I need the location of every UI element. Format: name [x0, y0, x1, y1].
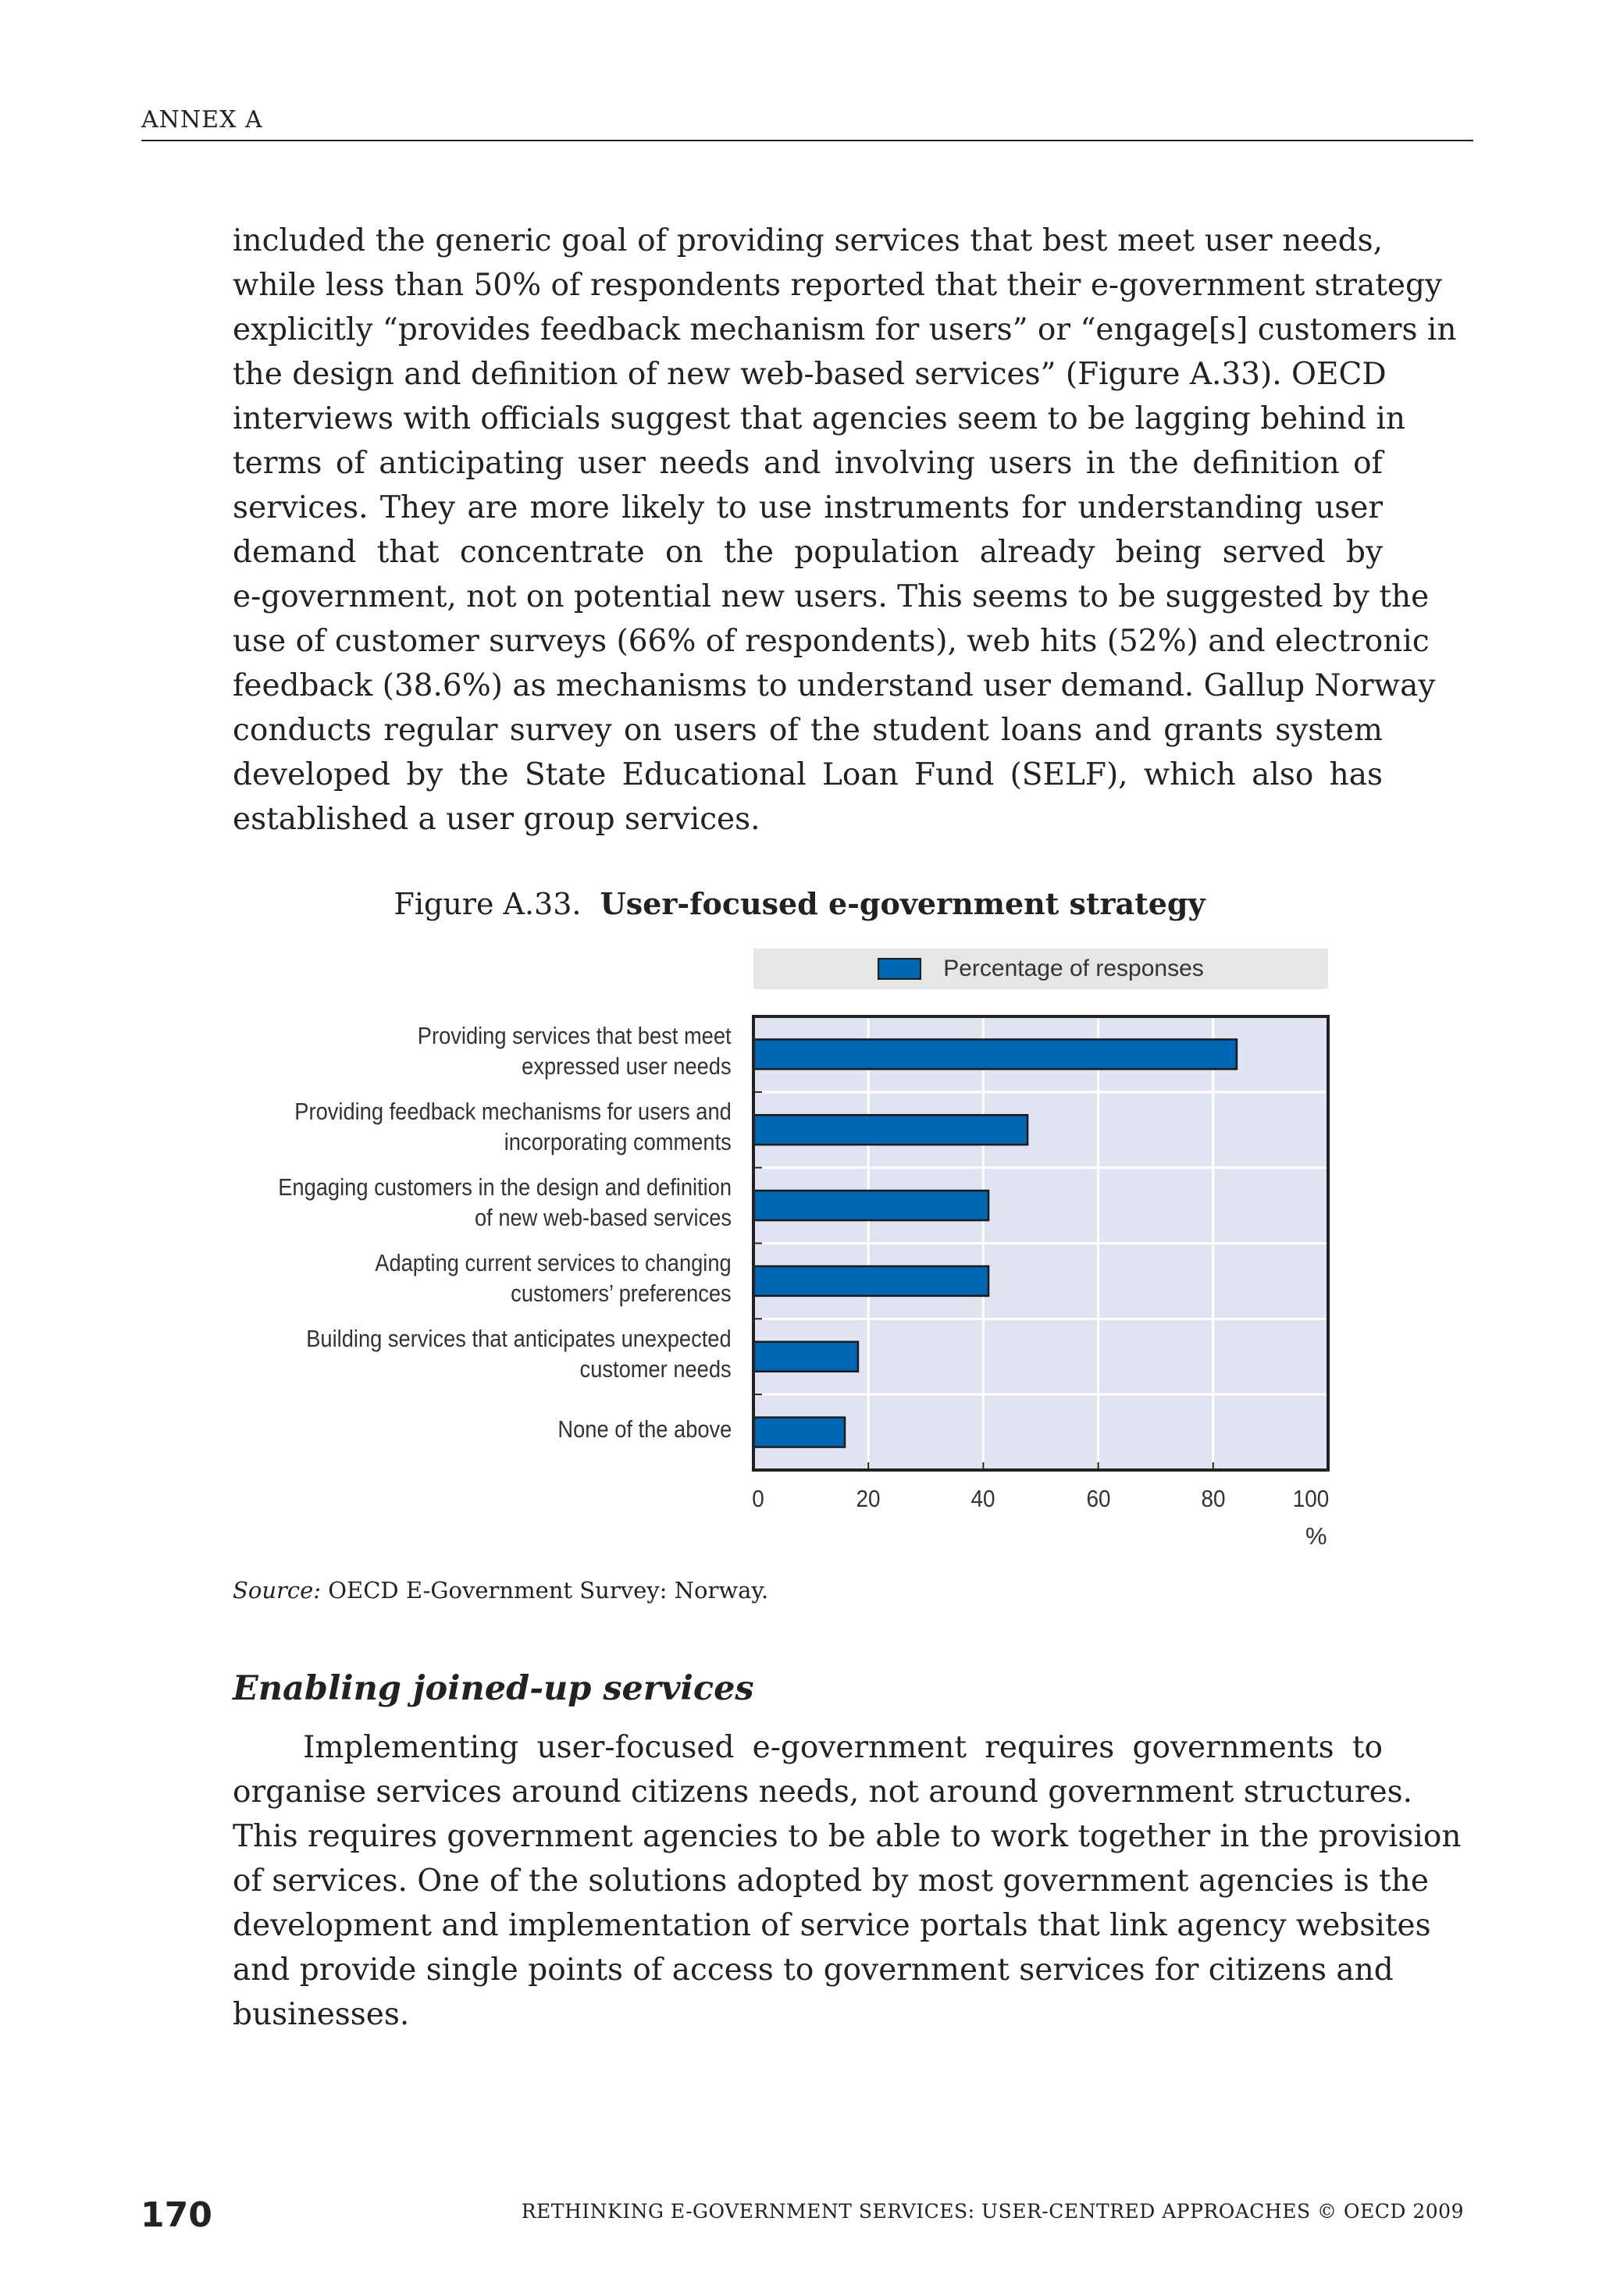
text-line: services. They are more likely to use instruments for understanding user: [233, 490, 1383, 525]
text-line: terms of anticipating user needs and involving users in the definition of: [233, 446, 1383, 481]
category-label-line: incorporating comments: [504, 1128, 732, 1156]
text-line: demand that concentrate on the population already being served by: [233, 535, 1383, 570]
footer-publication: RETHINKING E-GOVERNMENT SERVICES: USER-CENTRED APPROACHES © OECD 2009: [521, 2200, 1464, 2223]
text-line: interviews with officials suggest that agencies seem to be lagging behind in: [233, 401, 1405, 436]
figure-number: Figure A.33.: [394, 887, 582, 921]
text-line: explicitly “provides feedback mechanism for users” or “engage[s] customers in: [233, 312, 1457, 347]
category-label: [418, 1020, 732, 1081]
bar: [753, 1418, 845, 1447]
x-tick-label: 80: [1201, 1485, 1226, 1512]
bar: [753, 1115, 1027, 1144]
text-line: feedback (38.6%) as mechanisms to understand user demand. Gallup Norway: [233, 668, 1436, 703]
x-tick-label: 60: [1086, 1485, 1111, 1512]
text-line: of services. One of the solutions adopted by most government agencies is the: [233, 1863, 1429, 1899]
category-label-line: customer needs: [579, 1354, 732, 1383]
source-text: OECD E-Government Survey: Norway.: [328, 1577, 769, 1604]
text-line: established a user group services.: [233, 802, 760, 837]
x-tick-label: 100: [1292, 1485, 1330, 1512]
figure-caption: User-focused e-government strategy: [600, 886, 1205, 921]
bar: [753, 1342, 858, 1372]
text-line: developed by the State Educational Loan Fund (SELF), which also has: [233, 757, 1383, 792]
category-label-line: Building services that anticipates unexpected: [306, 1324, 732, 1352]
figure-source: [233, 1577, 768, 1604]
bar: [753, 1039, 1237, 1069]
category-label: [376, 1248, 732, 1308]
x-axis-label: %: [1305, 1522, 1327, 1550]
category-label-line: Providing services that best meet: [418, 1022, 732, 1050]
text-line: development and implementation of service portals that link agency websites: [233, 1908, 1431, 1943]
bar: [753, 1266, 988, 1296]
page-number: 170: [141, 2195, 212, 2235]
text-line: use of customer surveys (66% of respondents), web hits (52%) and electronic: [233, 624, 1430, 659]
running-header: ANNEX A: [141, 106, 263, 133]
text-line: This requires government agencies to be able to work together in the provision: [233, 1819, 1462, 1854]
category-label: [307, 1323, 732, 1384]
body-paragraph-2: [233, 1725, 1462, 2037]
category-label-line: customers’ preferences: [511, 1279, 732, 1307]
source-label: Source:: [233, 1577, 322, 1604]
category-label: [294, 1096, 732, 1157]
text-line: Implementing user-focused e-government requires governments to: [303, 1730, 1383, 1765]
x-tick-label: 0: [752, 1485, 764, 1512]
text-line: included the generic goal of providing services that best meet user needs,: [233, 223, 1383, 258]
text-line: e-government, not on potential new users. This seems to be suggested by the: [233, 579, 1430, 614]
text-line: the design and definition of new web-based services” (Figure A.33). OECD: [233, 357, 1387, 392]
text-line: organise services around citizens needs, not around government structures.: [233, 1775, 1413, 1810]
category-label-line: None of the above: [557, 1415, 732, 1443]
category-label-line: expressed user needs: [522, 1052, 732, 1080]
category-label: [557, 1414, 732, 1444]
text-line: while less than 50% of respondents reported that their e-government strategy: [233, 268, 1442, 303]
section-heading: Enabling joined-up services: [233, 1669, 754, 1708]
bar: [753, 1191, 988, 1220]
category-label: [278, 1172, 732, 1233]
legend-label: Percentage of responses: [943, 956, 1204, 981]
x-tick-label: 40: [970, 1485, 995, 1512]
x-tick-label: 20: [856, 1485, 881, 1512]
text-line: businesses.: [233, 1997, 410, 2032]
category-label-line: Adapting current services to changing: [375, 1248, 732, 1276]
category-label-line: Engaging customers in the design and definition: [278, 1173, 732, 1201]
category-label-line: Providing feedback mechanisms for users and: [294, 1098, 732, 1126]
text-line: conducts regular survey on users of the student loans and grants system: [233, 713, 1383, 748]
category-label-line: of new web-based services: [474, 1204, 732, 1232]
text-line: and provide single points of access to government services for citizens and: [233, 1952, 1394, 1988]
